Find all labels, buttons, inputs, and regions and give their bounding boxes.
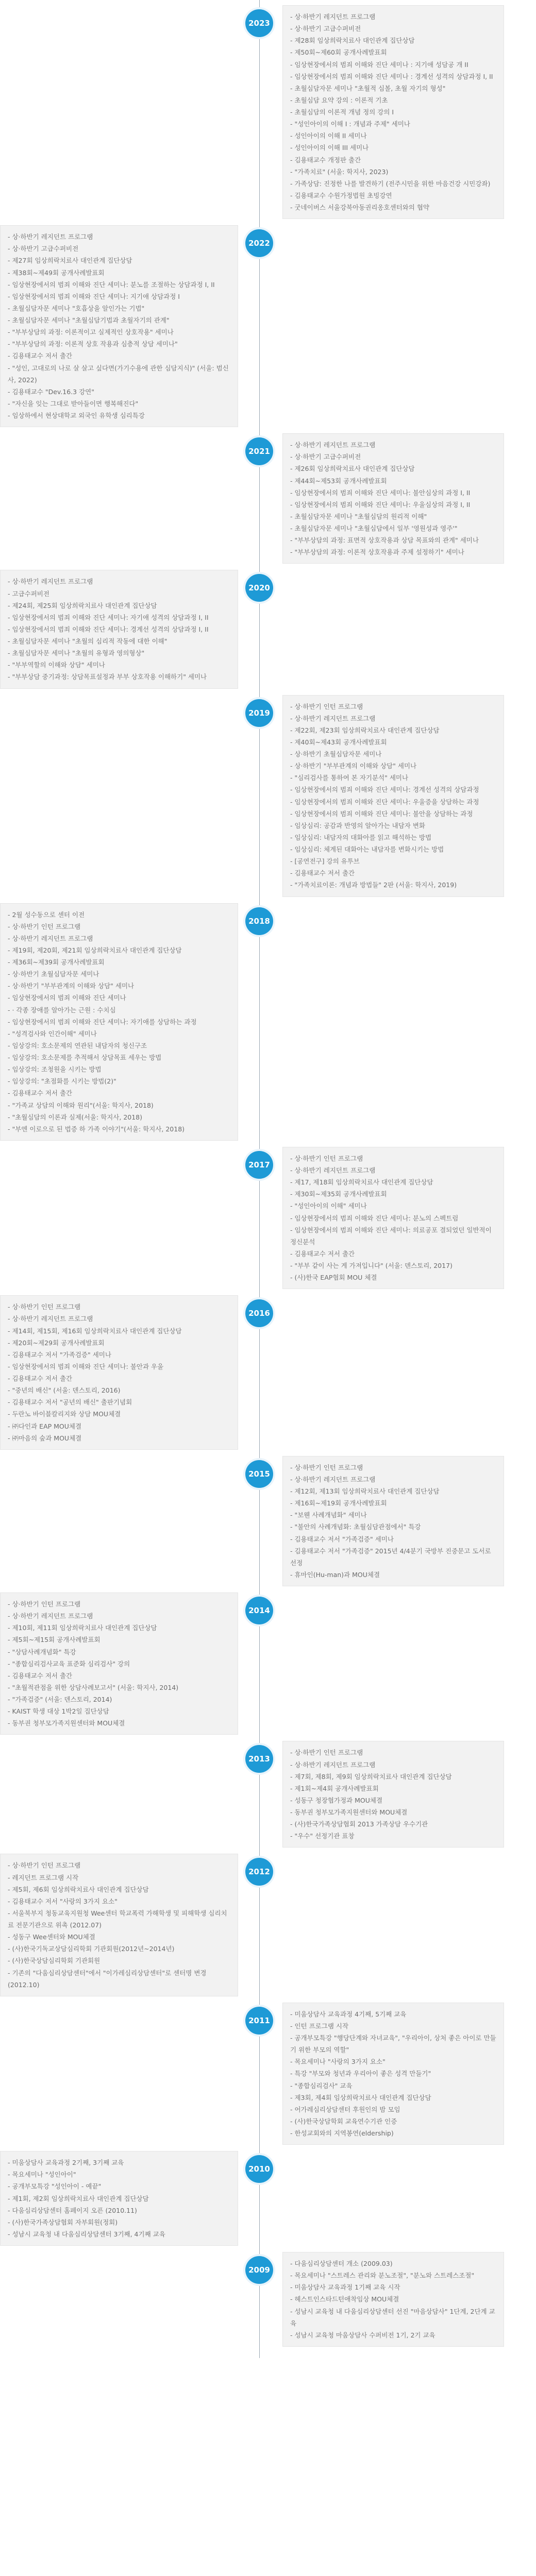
- event-item: - "종합심리검사교육 표준화 심리검사" 강의: [8, 1658, 230, 1670]
- event-item: - 성남시 교육청 내 다움심리상담센터 3기째, 4기째 교육: [8, 2228, 230, 2240]
- event-item: - 서울북부지 청동교육지원청 Wee센터 학교폭력 가해학생 및 피해학생 심리치료 전문기관으로 위촉 (2012.07): [8, 1907, 230, 1931]
- year-events-card: [282, 2252, 504, 2347]
- event-item: - 기존의 "다움심리상담센터"에서 "이가레심리상담센터"로 센터명 변경(2012.10): [8, 1967, 230, 1991]
- event-item: - (사)한국 EAP협회 MOU 체결: [290, 1272, 496, 1283]
- event-item: - (사)한국기독교상담심리학회 기관회원(2012년~2014년): [8, 1943, 230, 1955]
- event-item: - 가족상담: 진정한 나를 발견하기 (전주시민을 위한 마음건강 시민강좌): [290, 178, 496, 190]
- event-item: - "성격검사와 인간이해" 세미나: [8, 1028, 230, 1040]
- year-badge: 2012: [245, 1858, 273, 1886]
- event-item: - 동부권 청부모가족지원센터와 MOU체결: [8, 1717, 230, 1729]
- event-item: - 다움심리상담센터 개소 (2009.03): [290, 2258, 496, 2269]
- event-item: - 초월심담의 이론적 개념 정의 강의 I: [290, 106, 496, 118]
- event-item: - 두란노 바이블칼리지와 상담 MOU체결: [8, 1408, 230, 1420]
- year-badge: 2018: [245, 907, 273, 935]
- year-badge: 2017: [245, 1151, 273, 1179]
- event-item: - "부엔 이로으로 된 법증 하 가족 이야기"(서울: 학지사, 2018): [8, 1123, 230, 1135]
- event-item: - 특강 "부모와 청년과 우리아이 좋은 성격 만들기": [290, 2067, 496, 2079]
- event-item: - 임상현장에서의 범죄 이해와 진단 세미나 : 경계선 성격의 상담과정 I, II: [290, 71, 496, 82]
- event-item: - "심리검사를 통하여 본 자기분석" 세미나: [290, 772, 496, 784]
- event-item: - 상·하반기 레지던트 프로그램: [290, 11, 496, 23]
- event-item: - 제36회~제39회 공개사례발표회: [8, 956, 230, 968]
- event-item: - 임상강의: 조청원을 시키는 방법: [8, 1063, 230, 1075]
- timeline-entry: [0, 225, 536, 427]
- event-item: - 동부권 청부모가족지원센터와 MOU체결: [290, 1806, 496, 1818]
- year-events-card: [0, 1295, 238, 1450]
- event-item: - 상·하반기 레지던트 프로그램: [290, 1473, 496, 1485]
- timeline-entry: [0, 1295, 536, 1450]
- event-item: - 성동구 청장협가정과 MOU체결: [290, 1794, 496, 1806]
- event-item: - 상·하반기 인턴 프로그램: [290, 1153, 496, 1164]
- event-item: - 상·하반기 레지던트 프로그램: [8, 231, 230, 243]
- year-badge: 2020: [245, 574, 273, 602]
- year-badge: 2009: [245, 2256, 273, 2284]
- event-item: - 성인아이의 이해 III 세미나: [290, 142, 496, 154]
- event-item: - 휴마인(Hu-man)과 MOU체결: [290, 1569, 496, 1581]
- event-item: - "부부상담의 과정: 이론적 상호 작용과 심층적 상담 세미나": [8, 338, 230, 350]
- event-item: - 제27회 임상희락치료사 대인관계 집단상담: [8, 255, 230, 266]
- event-item: - 제30회~제35회 공개사례발표회: [290, 1188, 496, 1200]
- event-item: - 제14회, 제15회, 제16회 임상희락치료사 대인관계 집단상담: [8, 1325, 230, 1337]
- event-item: - 제22회, 제23회 임상희락치료사 대인관계 집단상담: [290, 724, 496, 736]
- event-item: - 어가레심리상담센터 후원인의 밤 모임: [290, 2104, 496, 2115]
- event-item: - "초월심담의 이론과 실제(서울: 학지사, 2018): [8, 1111, 230, 1123]
- year-badge: 2021: [245, 437, 273, 465]
- event-item: - 초월심담자문 세미나 "초월심담의 원리적 이해": [290, 511, 496, 522]
- timeline-entry: [0, 1854, 536, 1996]
- event-item: - 임상현장에서의 범죄 이해와 진단 세미나: 자기애를 상담하는 과정: [8, 1016, 230, 1028]
- event-item: - "부부 같이 사는 게 가져입니다" (서울: 덴스토리, 2017): [290, 1260, 496, 1272]
- event-item: - 상·하반기 인턴 프로그램: [290, 1747, 496, 1758]
- event-item: - "가족교 상담의 이해와 원리"(서울: 학지사, 2018): [8, 1099, 230, 1111]
- event-item: - 김용태교수 저서 출간: [290, 867, 496, 879]
- event-item: - 2월 성수동으로 센터 이전: [8, 909, 230, 921]
- event-item: - 임상심리: 체계된 대화아는 내담자를 변화시키는 방법: [290, 843, 496, 855]
- event-item: - "상담사례개념화" 특강: [8, 1646, 230, 1658]
- year-events-card: [0, 903, 238, 1141]
- event-item: - (사)한국가족상담협회 자부회원(정회): [8, 2216, 230, 2228]
- year-badge: 2019: [245, 699, 273, 727]
- event-item: - 미움상담사 교육과정 4기째, 5기째 교육: [290, 2008, 496, 2020]
- timeline-entry: [0, 2151, 536, 2246]
- event-item: - "부부역할의 이해와 상담" 세미나: [8, 659, 230, 671]
- year-events-card: [0, 225, 238, 427]
- event-item: - 제16회~제19회 공개사례발표회: [290, 1497, 496, 1509]
- event-item: - 김용태교수 저서 "가족검증" 세미나: [290, 1533, 496, 1545]
- event-item: - 상·하반기 인턴 프로그램: [290, 1462, 496, 1473]
- timeline-entry: [0, 1147, 536, 1289]
- event-item: - "가족검증" (서울: 덴스토리, 2014): [8, 1693, 230, 1705]
- event-item: - 상·하반기 레지던트 프로그램: [8, 1610, 230, 1622]
- year-badge: 2015: [245, 1460, 273, 1488]
- event-item: - 인턴 프로그램 시작: [290, 2020, 496, 2032]
- event-item: - "부부상담의 과정: 이론적이고 실제적인 상호작용" 세미나: [8, 326, 230, 338]
- event-item: - "중년의 배신" (서울: 덴스토리, 2016): [8, 1384, 230, 1396]
- event-item: - 제28회 임상희락치료사 대인관계 집단상담: [290, 35, 496, 46]
- event-item: - 임상현장에서의 범죄 이해와 진단 세미나: 경계선 성격의 상담과정 I, II: [8, 623, 230, 635]
- timeline-entry: [0, 695, 536, 897]
- event-item: - 제44회~제53회 공개사례발표회: [290, 475, 496, 487]
- event-item: - 성남시 교육청 마움상담사 수퍼비전 1기, 2기 교육: [290, 2329, 496, 2341]
- year-events-card: [282, 695, 504, 897]
- timeline-entry: [0, 903, 536, 1141]
- event-item: - 제7회, 제8회, 제9회 임상희락치료사 대인관계 집단상담: [290, 1771, 496, 1783]
- event-item: - 제1회~제4회 공개사례발표회: [290, 1783, 496, 1794]
- event-item: - 성인아이의 이해 II 세미나: [290, 130, 496, 142]
- event-item: - 제19회, 제20회, 제21회 임상희락치료사 대인관계 집단상담: [8, 944, 230, 956]
- timeline-entry: [0, 1592, 536, 1735]
- event-item: - 김용태교수 저서 출간: [8, 1087, 230, 1099]
- event-item: - 김용태교수 저서 출간: [8, 1670, 230, 1682]
- event-item: - 제38회~제49회 공개사례발표회: [8, 267, 230, 279]
- year-badge: 2022: [245, 229, 273, 257]
- event-item: - "성인, 고대로의 나로 살 살고 싶다면(가기수용에 관한 심담지식)" (서울: 범신사, 2022): [8, 362, 230, 386]
- year-badge: 2011: [245, 2007, 273, 2035]
- timeline-entries: [0, 5, 536, 2347]
- event-item: - 상·하반기 고급수퍼비전: [290, 23, 496, 35]
- timeline-entry: [0, 2003, 536, 2145]
- event-item: - (사)한국가족상담협회 2013 가족상담 우수기관: [290, 1818, 496, 1830]
- event-item: - 미움상담사 교육과정 2기째, 3기째 교육: [8, 2157, 230, 2168]
- event-item: - 임상심리: 내담자의 대화아를 읽고 해석하는 방법: [290, 832, 496, 843]
- event-item: - 목요세미나 "사랑의 3가지 요소": [290, 2056, 496, 2067]
- event-item: - 상·하반기 레지던트 프로그램: [290, 713, 496, 724]
- event-item: - 임상강의: "초점화를 시키는 방법(2)": [8, 1075, 230, 1087]
- event-item: - 제5회, 제6회 임상희락치료사 대인관계 집단상담: [8, 1884, 230, 1895]
- event-item: - 김용태교수 저서 출간: [290, 1248, 496, 1260]
- event-item: - 제24회, 제25회 임상희락치료사 대인관계 집단상담: [8, 600, 230, 612]
- year-badge: 2010: [245, 2155, 273, 2183]
- year-badge: 2013: [245, 1745, 273, 1773]
- event-item: - 상·하반기 인턴 프로그램: [8, 1859, 230, 1871]
- year-events-card: [282, 2003, 504, 2145]
- event-item: - 제5회~제15회 공개사례발표회: [8, 1634, 230, 1646]
- event-item: - 임상심리: 공감과 반영의 알아가는 내담자 변화: [290, 820, 496, 832]
- timeline-entry: [0, 1741, 536, 1848]
- event-item: - 임상하에서 현상대학교 외국인 유학생 심리특강: [8, 410, 230, 421]
- event-item: - ㈜마음의 숲과 MOU체결: [8, 1432, 230, 1444]
- year-events-card: [282, 1456, 504, 1586]
- event-item: - 상·하반기 인턴 프로그램: [8, 1598, 230, 1610]
- event-item: - 헤스트인스타드턴애착임상 MOU체결: [290, 2293, 496, 2305]
- event-item: - 임상현장에서의 범죄 이해와 진단 세미나: 불안을 상담하는 과정: [290, 808, 496, 820]
- event-item: - 고급수퍼비전: [8, 588, 230, 600]
- event-item: - 김용태교수 저서 "공년의 배신" 출판기념회: [8, 1396, 230, 1408]
- event-item: - (사)한국상담학회 교육연수기관 인증: [290, 2115, 496, 2127]
- event-item: - 제12회, 제13회 임상희락치료사 대인관계 집단상담: [290, 1485, 496, 1497]
- event-item: - 상·하반기 레지던트 프로그램: [290, 1164, 496, 1176]
- event-item: - 초월심담자문 세미나 "초월의 유형과 영의형상": [8, 647, 230, 659]
- year-events-card: [282, 1147, 504, 1289]
- event-item: - 임상현장에서의 범죄 이해와 진단 세미나: 불안심상의 과정 I, II: [290, 487, 496, 499]
- year-events-card: [0, 2151, 238, 2246]
- timeline-entry: [0, 433, 536, 564]
- event-item: - 상·하반기 인턴 프로그램: [8, 921, 230, 933]
- event-item: - 미움상담사 교육과정 1기째 교육 시작: [290, 2281, 496, 2293]
- event-item: - "성인아이의 이해" 세미나: [290, 1200, 496, 1212]
- event-item: - 제17, 제18회 임상희락치료사 대인관계 집단상담: [290, 1176, 496, 1188]
- event-item: - ㈜다인과 EAP MOU체결: [8, 1420, 230, 1432]
- event-item: - 목요세미나 "스트레스 관리와 분노조절", "분노와 스트레스조절": [290, 2269, 496, 2281]
- event-item: - "가족치료" (서울: 학지사, 2023): [290, 166, 496, 178]
- event-item: - 상·하반기 초월심담자문 세미나: [8, 968, 230, 980]
- timeline-entry: [0, 1456, 536, 1586]
- event-item: - 임상현장에서의 범죄 이해와 진단 세미나 : 지기애 성담공 개 II: [290, 59, 496, 71]
- event-item: - "종합심리검사" 교육: [290, 2080, 496, 2092]
- event-item: - 임상강의: 호소문제를 추적해서 상담목표 세우는 방법: [8, 1052, 230, 1063]
- event-item: - 상·하반기 레지던트 프로그램: [8, 933, 230, 944]
- year-events-card: [282, 1741, 504, 1848]
- event-item: - 임상현장에서의 범죄 이해와 진단 세미나: 지기애 상담과정 I: [8, 291, 230, 302]
- event-item: - 임상현장에서의 범죄 이해와 진단 세미나: 우울증을 상담하는 과정: [290, 796, 496, 808]
- event-item: - 목요세미나 "성인아이": [8, 2168, 230, 2180]
- event-item: - 공개부모특강 "성인아이 - 예끝": [8, 2180, 230, 2192]
- event-item: - (사)한국상담심리학회 기관회원: [8, 1955, 230, 1967]
- year-events-card: [0, 1592, 238, 1735]
- event-item: - "초월적관점을 위한 상담사례보고서" (서울: 학지사, 2014): [8, 1682, 230, 1693]
- event-item: - 공개부모특강 "행당단계와 자녀교육", "우리아이, 상처 좋은 아이로 만들기 위한 부모의 역할": [290, 2032, 496, 2056]
- year-events-card: [0, 1854, 238, 1996]
- event-item: - 김용태교수 저서 "가족검증" 2015년 4/4분기 국방부 진중문고 도서로 선정: [290, 1545, 496, 1569]
- event-item: - 임상현장에서의 범죄 이해와 진단 세미나: [8, 992, 230, 1004]
- event-item: - 초월심담자문 세미나 "초월심담기법과 초월자기의 관계": [8, 314, 230, 326]
- event-item: - 임상현장에서의 범죄 이해와 진단 세미나: 불안과 우울: [8, 1361, 230, 1372]
- event-item: - 상·하반기 "부부관계의 이해와 상담" 세미나: [8, 980, 230, 992]
- event-item: - 임상현장에서의 범죄 이해와 진단 세미나: 분노의 스펙트럼: [290, 1212, 496, 1224]
- event-item: - "부부상담 중기과정: 상담목표설정과 부부 상호작용 이해하기" 세미나: [8, 671, 230, 683]
- event-item: - 임상현장에서의 범죄 이해와 진단 세미나: 경계선 성격의 상담과정: [290, 784, 496, 795]
- event-item: - 제50회~제60회 공개사례발표회: [290, 46, 496, 58]
- event-item: - 성남시 교육청 내 다움심리상담센터 선진 "마음상담사" 1단계, 2단계 교육: [290, 2306, 496, 2329]
- event-item: - 굿네이버스 서울강북아동권리옹호센터와의 협약: [290, 201, 496, 213]
- timeline-entry: [0, 570, 536, 688]
- event-item: - "보웬 사례개념화" 세미나: [290, 1509, 496, 1521]
- event-item: - "부부상담의 과정: 이론적 상호작용과 주제 설정하기" 세미나: [290, 546, 496, 558]
- event-item: - 상·하반기 레지던트 프로그램: [8, 575, 230, 587]
- event-item: - [공연전구] 강의 유투브: [290, 855, 496, 867]
- event-item: - 제20회~제29회 공개사례발표회: [8, 1337, 230, 1349]
- event-item: - 김용태교수 저서 출간: [8, 1372, 230, 1384]
- year-events-card: [0, 570, 238, 688]
- year-badge: 2016: [245, 1299, 273, 1327]
- event-item: - 상·하반기 초월심담자문 세미나: [290, 748, 496, 760]
- event-item: - 상·하반기 레지던트 프로그램: [290, 439, 496, 451]
- event-item: - 임상현장에서의 범죄 이해와 진단 세미나: 자기애 성격의 상담과정 I, II: [8, 612, 230, 623]
- event-item: - 상·하반기 "부부관계의 이해와 상담" 세미나: [290, 760, 496, 772]
- event-item: - 초월심담자문 세미나 "초월의 심리적 작동에 대한 이해": [8, 635, 230, 647]
- event-item: - 김용태교수 수원가정법원 초빙강연: [290, 190, 496, 201]
- event-item: - 제1회, 제2회 임상희락치료사 대인관계 집단상담: [8, 2193, 230, 2205]
- event-item: - 임상현장에서의 범죄 이해와 진단 세미나: 우울심상의 과정 I, II: [290, 499, 496, 511]
- year-events-card: [282, 433, 504, 564]
- event-item: - 초월심담자문 세미나 "초월적 심볼, 초월 자기의 형성": [290, 82, 496, 94]
- event-item: - 성동구 Wee센터와 MOU체결: [8, 1931, 230, 1943]
- event-item: - 다움심리상담센터 홈페이지 오픈 (2010.11): [8, 2205, 230, 2216]
- event-item: - 레지던트 프로그램 시작: [8, 1872, 230, 1884]
- event-item: - 임상현장에서의 범죄 이해와 진단 세미나: 의료공포 결되었던 일반적이 정신분석: [290, 1224, 496, 1248]
- event-item: - · 각종 장애를 알아가는 근원 : 수치심: [8, 1004, 230, 1016]
- event-item: - 임상현장에서의 범죄 이해와 진단 세미나: 분노를 조절하는 상담과정 I, II: [8, 279, 230, 291]
- event-item: - 초월심담자문 세미나 "호흡상을 알인가는 기법": [8, 302, 230, 314]
- event-item: - 김용태교수 개정판 출간: [290, 154, 496, 166]
- event-item: - "자신을 잊는 그대로 받아들이면 행복해진다": [8, 398, 230, 410]
- timeline-entry: [0, 5, 536, 219]
- year-badge: 2023: [245, 9, 273, 37]
- event-item: - 김용태교수 "Dev.16.3 강연": [8, 386, 230, 398]
- event-item: - 김용태교수 저서 "가족검증" 세미나: [8, 1349, 230, 1361]
- event-item: - 초월심담 요약 강의 : 이론적 기초: [290, 94, 496, 106]
- event-item: - 김용태교수 저서 출간: [8, 350, 230, 362]
- year-badge: 2014: [245, 1597, 273, 1624]
- event-item: - "부부상담의 과정: 표면적 상호작용과 상담 목표와의 관계" 세미나: [290, 534, 496, 546]
- event-item: - 상·하반기 레지던트 프로그램: [8, 1313, 230, 1325]
- event-item: - 상·하반기 고급수퍼비전: [290, 451, 496, 463]
- event-item: - 상·하반기 인턴 프로그램: [8, 1301, 230, 1313]
- event-item: - 김용태교수 저서 "사랑의 3가지 요소": [8, 1895, 230, 1907]
- event-item: - 초월심담자문 세미나 "초월심담에서 일부 '영원성과 영주'": [290, 522, 496, 534]
- event-item: - 제40회~제43회 공개사례발표회: [290, 736, 496, 748]
- year-events-card: [282, 5, 504, 219]
- event-item: - 상·하반기 고급수퍼비전: [8, 243, 230, 255]
- event-item: - 제10회, 제11회 임상희락치료사 대인관계 집단상담: [8, 1622, 230, 1634]
- timeline-entry: [0, 2252, 536, 2347]
- event-item: - "우수" 선정기관 표창: [290, 1830, 496, 1842]
- event-item: - 제26회 임상희락치료사 대인관계 집단상담: [290, 463, 496, 474]
- event-item: - 임상강의: 호소문제의 연관된 내담자의 청신구조: [8, 1040, 230, 1052]
- event-item: - 한성교회와의 지역봉연(eldership): [290, 2127, 496, 2139]
- event-item: - "성인아이의 이해 I : 개념과 주제" 세미나: [290, 118, 496, 130]
- event-item: - 상·하반기 레지던트 프로그램: [290, 1759, 496, 1771]
- event-item: - KAIST 학생 대상 1박2일 집단상담: [8, 1705, 230, 1717]
- event-item: - "불안의 사례개념화: 초월심담관점에서" 특강: [290, 1521, 496, 1533]
- event-item: - 제3회, 제4회 임상희락치료사 대인관계 집단상담: [290, 2092, 496, 2104]
- event-item: - "가족치료이론: 개념과 방법들" 2판 (서울: 학지사, 2019): [290, 879, 496, 891]
- event-item: - 상·하반기 인턴 프로그램: [290, 701, 496, 713]
